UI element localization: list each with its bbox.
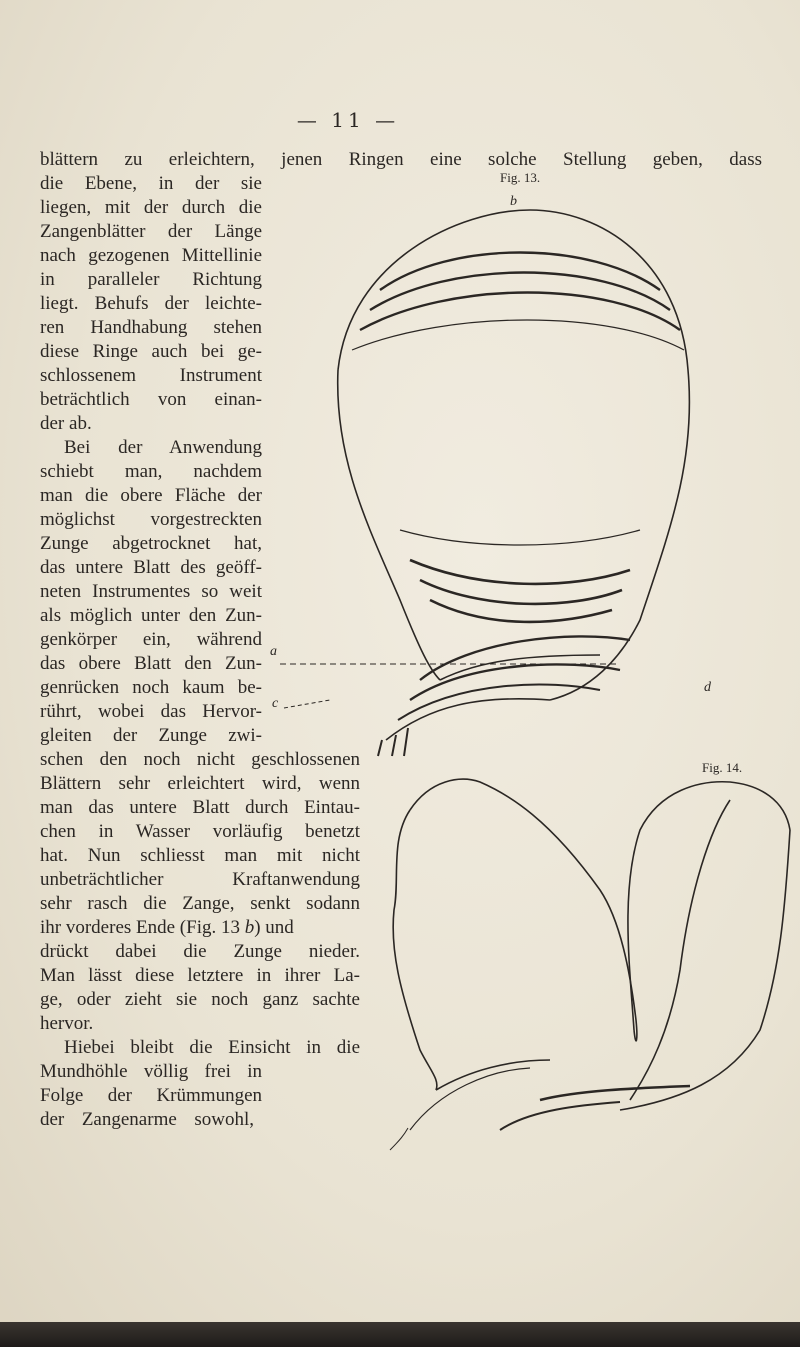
text-line: der ab. xyxy=(40,413,92,434)
page-number: — 11 — xyxy=(296,108,400,132)
fig13-letter-a: a xyxy=(270,644,277,659)
text-line: das obere Blatt den Zun- xyxy=(40,653,262,674)
fig13-letter-c: c xyxy=(272,696,279,711)
fig13-forceps-drawing xyxy=(270,200,750,760)
text-line: ge, oder zieht sie noch ganz sachte xyxy=(40,989,360,1010)
text-fragment: ihr vorderes Ende (Fig. 13 xyxy=(40,917,245,938)
text-line: Bei der Anwendung xyxy=(64,437,262,458)
text-line: hervor. xyxy=(40,1013,94,1034)
fig14-forceps-drawing xyxy=(380,770,800,1160)
text-line: man das untere Blatt durch Eintau- xyxy=(40,797,360,818)
fig14-label: Fig. 14. xyxy=(702,760,743,775)
fig13-letter-b: b xyxy=(510,194,517,209)
text-line: liegen, mit der durch die xyxy=(40,197,262,218)
text-line: Mundhöhle völlig frei in xyxy=(40,1061,262,1082)
text-line: genrücken noch kaum be- xyxy=(40,677,262,698)
text-line: man die obere Fläche der xyxy=(40,485,262,506)
text-line: genkörper ein, während xyxy=(40,629,262,650)
text-line: neten Instrumentes so weit xyxy=(40,581,262,602)
text-line: nach gezogenen Mittellinie xyxy=(40,245,262,266)
text-line: blättern zu erleichtern, jenen Ringen eine solche Stellung geben, dass xyxy=(40,149,762,170)
text-line: das untere Blatt des geöff- xyxy=(40,557,262,578)
text-line: ren Handhabung stehen xyxy=(40,317,262,338)
text-line: Hiebei bleibt die Einsicht in die xyxy=(64,1037,360,1058)
text-line: Man lässt diese letztere in ihrer La- xyxy=(40,965,360,986)
text-line: als möglich unter den Zun- xyxy=(40,605,262,626)
text-line: beträchtlich von einan- xyxy=(40,389,262,410)
text-line: hat. Nun schliesst man mit nicht xyxy=(40,845,360,866)
text-line: diese Ringe auch bei ge- xyxy=(40,341,262,362)
text-line: schlossenem Instrument xyxy=(40,365,262,386)
fig13-label: Fig. 13. xyxy=(500,170,541,185)
page-bottom-edge xyxy=(0,1322,800,1347)
text-line: in paralleler Richtung xyxy=(40,269,262,290)
text-line xyxy=(40,916,294,940)
text-line: rührt, wobei das Hervor- xyxy=(40,701,262,722)
text-line: gleiten der Zunge zwi- xyxy=(40,725,262,746)
text-line: Zunge abgetrocknet hat, xyxy=(40,533,262,554)
text-fragment-italic: b xyxy=(244,917,255,938)
text-line: möglichst vorgestreckten xyxy=(40,509,262,530)
text-line: Zangenblätter der Länge xyxy=(40,221,262,242)
text-line: Folge der Krümmungen xyxy=(40,1085,262,1106)
text-line: der Zangenarme sowohl, xyxy=(40,1109,254,1130)
text-fragment: ) und xyxy=(254,917,294,938)
fig13-letter-d: d xyxy=(704,680,711,695)
text-line: drückt dabei die Zunge nieder. xyxy=(40,941,360,962)
text-line: schen den noch nicht geschlossenen xyxy=(40,749,360,770)
text-line: schiebt man, nachdem xyxy=(40,461,262,482)
text-line: unbeträchtlicher Kraftanwendung xyxy=(40,869,360,890)
text-line: die Ebene, in der sie xyxy=(40,173,262,194)
text-line: Blättern sehr erleichtert wird, wenn xyxy=(40,773,360,794)
text-line: sehr rasch die Zange, senkt sodann xyxy=(40,893,360,914)
text-line: liegt. Behufs der leichte- xyxy=(40,293,262,314)
text-line: chen in Wasser vorläufig benetzt xyxy=(40,821,360,842)
